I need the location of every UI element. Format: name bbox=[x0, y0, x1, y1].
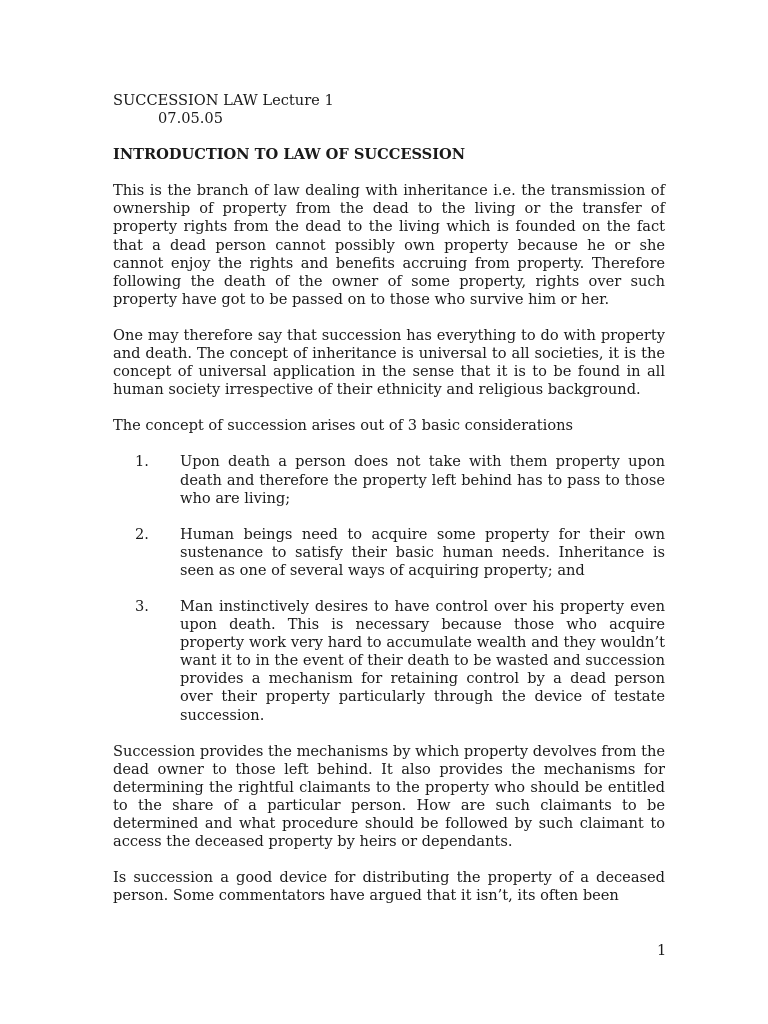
paragraph-property-and-death: One may therefore say that succession has everything to do with property and death. The concept of inheritance is universal to all societies, it is the concept of universal application in the sense that it is to be found in all human society irrespective of their ethnicity and religious background. bbox=[113, 326, 665, 399]
paragraph-inheritance-definition: This is the branch of law dealing with inheritance i.e. the transmission of ownership of property from the dead to the living or the transfer of property rights from the dead to the living which is founded on the fact that a dead person cannot possibly own property because he or she cannot enjoy the rights and benefits accruing from property. Therefore following the death of the owner of some property, rights over such property have got to be passed on to those who survive him or her. bbox=[113, 182, 665, 308]
paragraph-good-device: Is succession a good device for distributing the property of a deceased person. Some commentators have argued that it isn’t, its often been bbox=[113, 869, 665, 905]
list-item bbox=[113, 453, 665, 507]
paragraph-succession-mechanisms: Succession provides the mechanisms by which property devolves from the dead owner to those left behind. It also provides the mechanisms for determining the rightful claimants to the property who should be entitled to the share of a particular person. How are such claimants to be determined and what procedure should be followed by such claimant to access the deceased property by heirs or dependants. bbox=[113, 742, 665, 851]
list-item-number: 3. bbox=[135, 597, 149, 615]
lecture-title: SUCCESSION LAW Lecture 1 bbox=[113, 92, 334, 109]
section-heading: INTRODUCTION TO LAW OF SUCCESSION bbox=[113, 146, 466, 164]
page-number: 1 bbox=[657, 942, 667, 959]
list-item-text: Human beings need to acquire some property for their own sustenance to satisfy their basic human needs. Inheritance is seen as one of several ways of acquiring property; and bbox=[180, 525, 665, 579]
lecture-date: 07.05.05 bbox=[158, 110, 223, 128]
list-item bbox=[113, 526, 665, 580]
paragraph-considerations-intro: The concept of succession arises out of 3 basic considerations bbox=[113, 417, 574, 435]
list-item bbox=[113, 598, 665, 725]
document-page bbox=[113, 92, 665, 905]
list-item-number: 2. bbox=[135, 525, 149, 543]
list-item-number: 1. bbox=[135, 453, 149, 471]
list-item-text: Man instinctively desires to have control over his property even upon death. This is necessary because those who acquire property work very hard to accumulate wealth and they wouldn’t want it to in the event of their death to be wasted and succession provides a mechanism for retaining control by a dead person over their property particularly through the device of testate succession. bbox=[180, 597, 665, 724]
considerations-list bbox=[113, 453, 665, 724]
list-item-text: Upon death a person does not take with them property upon death and therefore the property left behind has to pass to those who are living; bbox=[180, 453, 665, 507]
